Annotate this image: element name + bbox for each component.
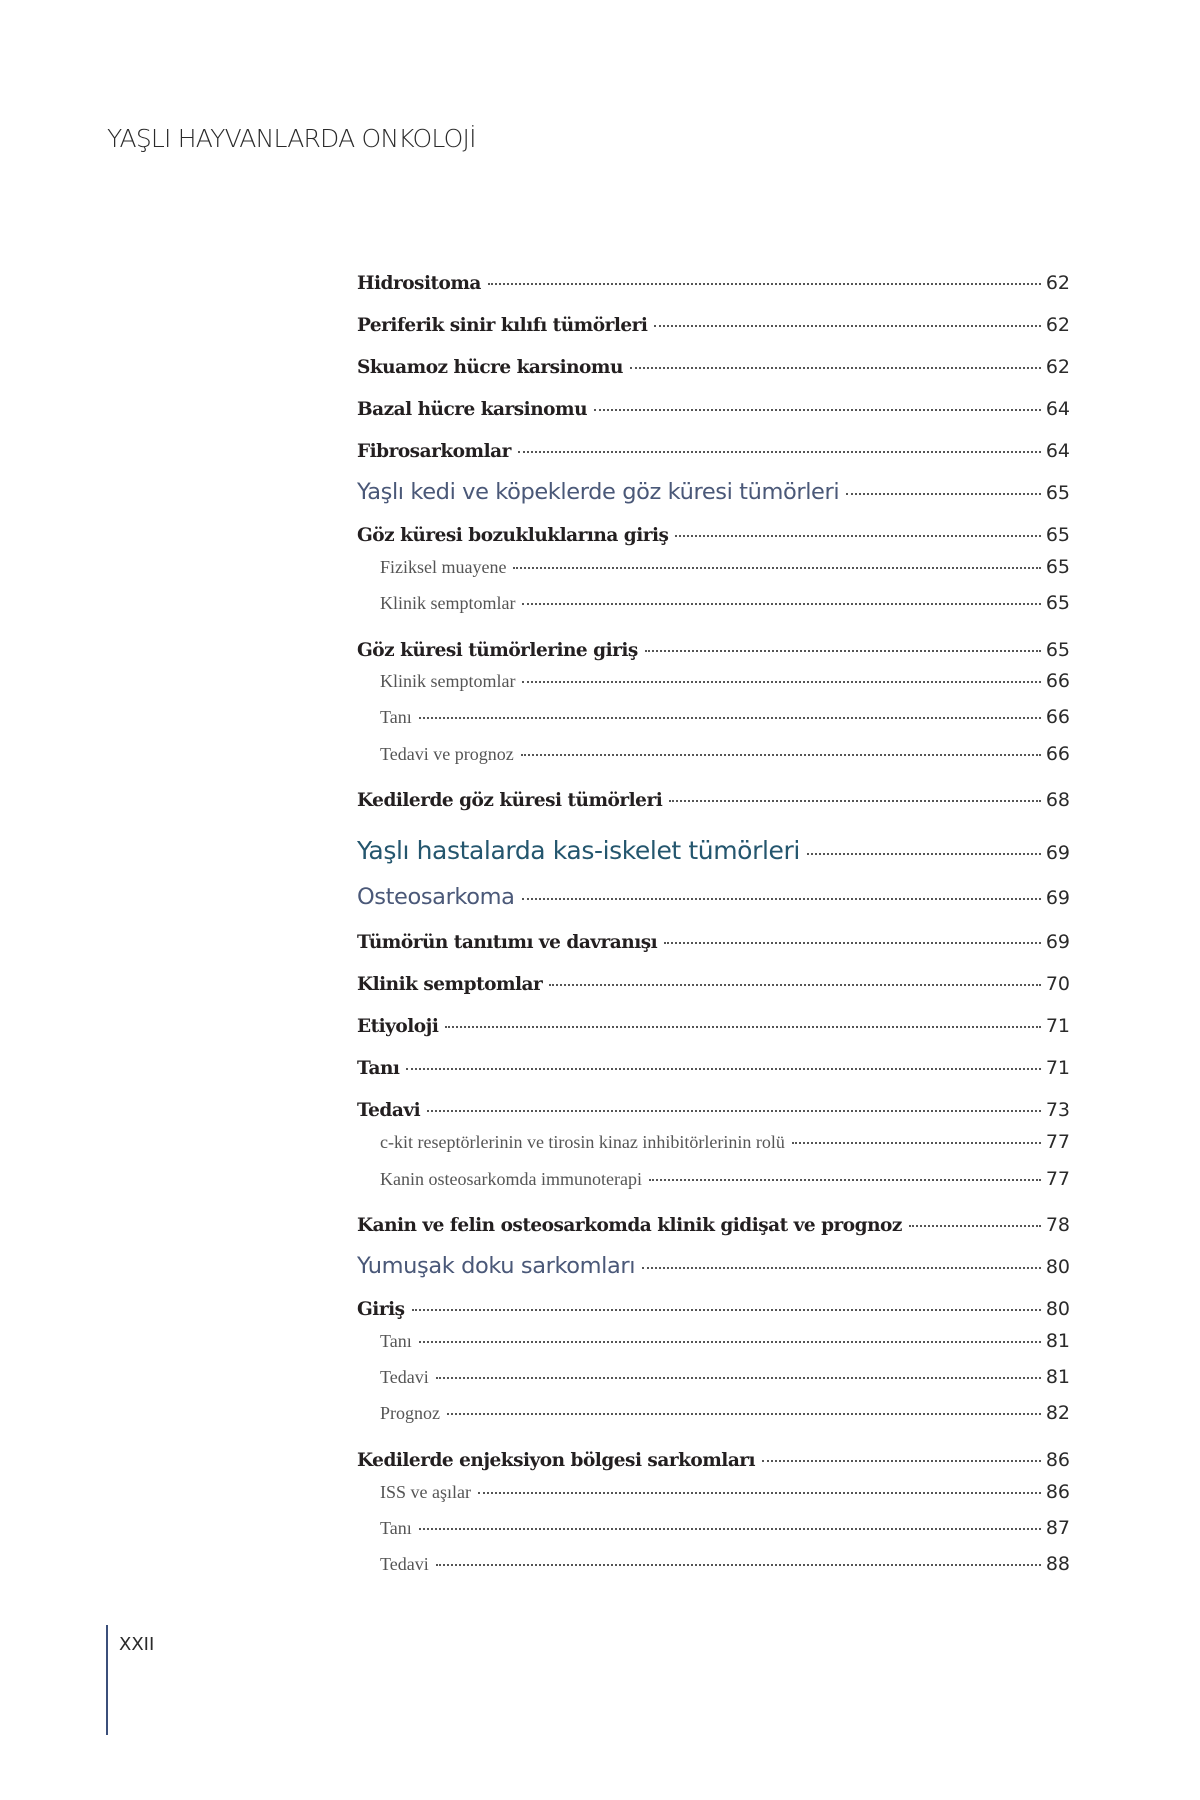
toc-entry[interactable] xyxy=(357,1099,1070,1121)
toc-entry-page: 65 xyxy=(1045,592,1070,614)
toc-entry-title: Tanı xyxy=(380,1518,412,1538)
toc-entry-page: 71 xyxy=(1045,1057,1070,1079)
dot-leader xyxy=(513,567,1040,569)
running-head: YAŞLI HAYVANLARDA ONKOLOJİ xyxy=(107,124,476,153)
toc-entry[interactable] xyxy=(357,836,1070,865)
dot-leader xyxy=(846,493,1041,495)
toc-entry-title: Yaşlı kedi ve köpeklerde göz küresi tümörleri xyxy=(357,479,840,505)
dot-leader xyxy=(807,853,1041,855)
toc-entry-page: 81 xyxy=(1045,1330,1070,1352)
dot-leader xyxy=(522,898,1041,900)
toc-entry-title: Tanı xyxy=(357,1058,400,1079)
toc-entry-title: Giriş xyxy=(357,1299,405,1320)
dot-leader xyxy=(664,942,1041,944)
toc-entry-page: 81 xyxy=(1045,1366,1070,1388)
toc-entry-page: 88 xyxy=(1045,1553,1070,1575)
toc-entry[interactable] xyxy=(380,670,1070,692)
toc-entry-title: Yaşlı hastalarda kas-iskelet tümörleri xyxy=(357,836,800,865)
dot-leader xyxy=(669,800,1041,802)
toc-entry-page: 77 xyxy=(1045,1168,1070,1190)
toc-entry-page: 64 xyxy=(1045,440,1070,462)
dot-leader xyxy=(675,535,1040,537)
toc-entry[interactable] xyxy=(357,639,1070,661)
dot-leader xyxy=(447,1413,1041,1415)
toc-entry[interactable] xyxy=(357,1449,1070,1471)
toc-entry[interactable] xyxy=(357,440,1070,462)
toc-entry-title: Prognoz xyxy=(380,1403,440,1423)
dot-leader xyxy=(792,1142,1041,1144)
toc-entry-page: 82 xyxy=(1045,1402,1070,1424)
dot-leader xyxy=(522,681,1040,683)
toc-entry-title: Osteosarkoma xyxy=(357,884,515,910)
toc-entry-page: 65 xyxy=(1045,524,1070,546)
toc-entry[interactable] xyxy=(357,479,1070,505)
toc-entry[interactable] xyxy=(380,1366,1070,1388)
toc-entry[interactable] xyxy=(357,789,1070,811)
toc-entry[interactable] xyxy=(380,1481,1070,1503)
toc-entry-title: Tanı xyxy=(380,707,412,727)
toc-entry-title: Kanin ve felin osteosarkomda klinik gidişat ve prognoz xyxy=(357,1215,902,1236)
dot-leader xyxy=(654,325,1040,327)
toc-entry[interactable] xyxy=(380,1168,1070,1190)
toc-entry-page: 62 xyxy=(1045,272,1070,294)
toc-entry-title: Kedilerde enjeksiyon bölgesi sarkomları xyxy=(357,1450,756,1471)
toc-entry-title: Etiyoloji xyxy=(357,1016,439,1037)
toc-entry-page: 70 xyxy=(1045,973,1070,995)
toc-entry-title: Tedavi xyxy=(357,1100,421,1121)
toc-entry-title: Fiziksel muayene xyxy=(380,557,507,577)
toc-entry-page: 66 xyxy=(1045,706,1070,728)
dot-leader xyxy=(419,1528,1041,1530)
toc-entry-page: 80 xyxy=(1045,1256,1070,1278)
toc-entry[interactable] xyxy=(357,1214,1070,1236)
toc-entry[interactable] xyxy=(380,1402,1070,1424)
toc-entry[interactable] xyxy=(380,1517,1070,1539)
toc-entry-page: 64 xyxy=(1045,398,1070,420)
toc-entry[interactable] xyxy=(357,1298,1070,1320)
page-number: XXII xyxy=(119,1634,155,1655)
toc-entry-page: 87 xyxy=(1045,1517,1070,1539)
toc-entry[interactable] xyxy=(380,1553,1070,1575)
toc-entry-page: 65 xyxy=(1045,556,1070,578)
toc-entry-page: 68 xyxy=(1045,789,1070,811)
dot-leader xyxy=(406,1068,1040,1070)
toc-entry-title: Tedavi ve prognoz xyxy=(380,744,514,764)
toc-entry-page: 71 xyxy=(1045,1015,1070,1037)
toc-entry-page: 77 xyxy=(1045,1131,1070,1153)
toc-entry-page: 62 xyxy=(1045,356,1070,378)
dot-leader xyxy=(909,1225,1041,1227)
toc-entry-title: Tedavi xyxy=(380,1367,429,1387)
dot-leader xyxy=(518,451,1041,453)
toc-entry-page: 86 xyxy=(1045,1449,1070,1471)
toc-entry-title: c-kit reseptörlerinin ve tirosin kinaz inhibitörlerinin rolü xyxy=(380,1132,785,1152)
toc-entry[interactable] xyxy=(380,592,1070,614)
toc-entry-title: Tedavi xyxy=(380,1554,429,1574)
dot-leader xyxy=(762,1460,1041,1462)
dot-leader xyxy=(522,603,1040,605)
toc-entry-title: Bazal hücre karsinomu xyxy=(357,399,588,420)
dot-leader xyxy=(427,1110,1041,1112)
toc-entry-page: 80 xyxy=(1045,1298,1070,1320)
toc-entry-title: Fibrosarkomlar xyxy=(357,441,511,462)
toc-entry[interactable] xyxy=(357,398,1070,420)
dot-leader xyxy=(478,1492,1041,1494)
toc-entry-title: Klinik semptomlar xyxy=(357,974,543,995)
toc-entry[interactable] xyxy=(380,1330,1070,1352)
toc-entry[interactable] xyxy=(357,884,1070,910)
dot-leader xyxy=(412,1309,1041,1311)
toc-entry-title: Klinik semptomlar xyxy=(380,671,516,691)
dot-leader xyxy=(645,650,1041,652)
toc-entry[interactable] xyxy=(357,931,1070,953)
toc-entry-page: 66 xyxy=(1045,743,1070,765)
toc-entry-title: Klinik semptomlar xyxy=(380,593,516,613)
dot-leader xyxy=(549,984,1041,986)
dot-leader xyxy=(419,717,1041,719)
dot-leader xyxy=(594,409,1041,411)
folio-rule xyxy=(106,1625,108,1735)
dot-leader xyxy=(649,1179,1041,1181)
toc-entry[interactable] xyxy=(357,973,1070,995)
toc-entry-title: Tanı xyxy=(380,1331,412,1351)
toc-entry-title: Skuamoz hücre karsinomu xyxy=(357,357,623,378)
toc-entry-page: 69 xyxy=(1045,931,1070,953)
toc-entry-title: Yumuşak doku sarkomları xyxy=(357,1253,636,1279)
dot-leader xyxy=(521,754,1041,756)
toc-entry[interactable] xyxy=(380,743,1070,765)
toc-entry-page: 62 xyxy=(1045,314,1070,336)
toc-entry[interactable] xyxy=(357,314,1070,336)
toc-entry[interactable] xyxy=(357,1015,1070,1037)
dot-leader xyxy=(488,283,1041,285)
dot-leader xyxy=(419,1341,1041,1343)
toc-entry-title: Hidrositoma xyxy=(357,273,481,294)
toc-entry-title: Göz küresi tümörlerine giriş xyxy=(357,640,638,661)
toc-entry-title: Kedilerde göz küresi tümörleri xyxy=(357,790,663,811)
toc-entry-page: 86 xyxy=(1045,1481,1070,1503)
toc-entry-page: 73 xyxy=(1045,1099,1070,1121)
toc-entry[interactable] xyxy=(380,556,1070,578)
toc-entry-title: ISS ve aşılar xyxy=(380,1482,471,1502)
toc-entry-title: Kanin osteosarkomda immunoterapi xyxy=(380,1169,642,1189)
toc-entry-title: Tümörün tanıtımı ve davranışı xyxy=(357,932,658,953)
toc-entry-page: 78 xyxy=(1045,1214,1070,1236)
toc-entry-title: Periferik sinir kılıfı tümörleri xyxy=(357,315,648,336)
toc-entry[interactable] xyxy=(357,272,1070,294)
dot-leader xyxy=(436,1377,1041,1379)
toc-entry[interactable] xyxy=(357,1057,1070,1079)
toc-entry[interactable] xyxy=(357,356,1070,378)
toc-entry-page: 69 xyxy=(1045,887,1070,909)
toc-entry-page: 65 xyxy=(1045,482,1070,504)
dot-leader xyxy=(642,1267,1041,1269)
dot-leader xyxy=(445,1026,1040,1028)
toc-entry[interactable] xyxy=(357,1253,1070,1279)
toc-entry-title: Göz küresi bozukluklarına giriş xyxy=(357,525,669,546)
toc-entry-page: 69 xyxy=(1045,842,1070,864)
dot-leader xyxy=(630,367,1041,369)
toc-entry[interactable] xyxy=(380,706,1070,728)
toc-entry-page: 66 xyxy=(1045,670,1070,692)
toc-entry[interactable] xyxy=(380,1131,1070,1153)
dot-leader xyxy=(436,1564,1041,1566)
toc-entry-page: 65 xyxy=(1045,639,1070,661)
toc-entry[interactable] xyxy=(357,524,1070,546)
